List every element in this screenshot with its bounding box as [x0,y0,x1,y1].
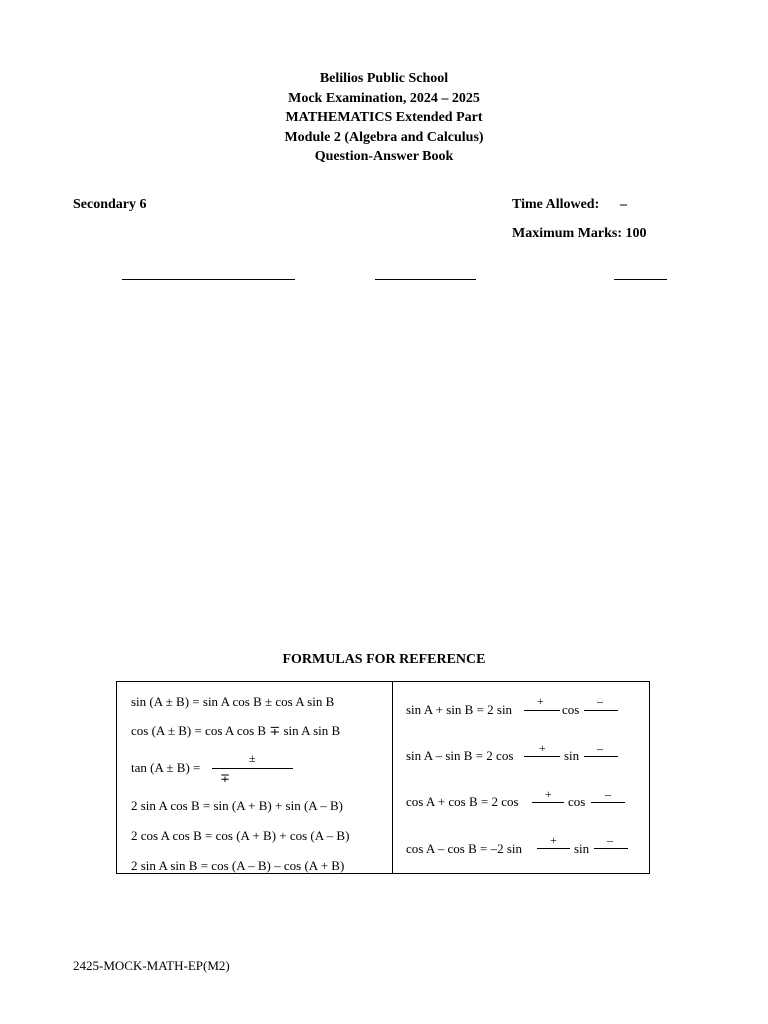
table-divider [392,682,393,873]
sum-plus-sign: + [550,833,557,847]
tan-numerator: ± [249,751,256,765]
sum-plus-sign: + [545,787,552,801]
book-title: Question-Answer Book [314,149,454,164]
exam-title: Mock Examination, 2024 – 2025 [288,90,480,106]
reference-title: FORMULAS FOR REFERENCE [282,652,486,667]
formula-mid-func: sin [574,841,590,856]
formula-sin-sum: sin (A ± B) = sin A cos B ± cos A sin B [131,694,335,709]
formula-table [116,681,650,874]
fraction-bar [584,710,618,711]
formula-sin-plus-sin: sin A + sin B = 2 sin [406,702,513,717]
module-title: Module 2 (Algebra and Calculus) [284,129,484,145]
formula-mid-func: cos [562,702,580,717]
class-label: Secondary 6 [73,197,147,212]
paper-code: 2425-MOCK-MATH-EP(M2) [73,958,230,973]
fraction-bar [524,756,560,757]
fraction-bar [524,710,560,711]
formula-cos-sum: cos (A ± B) = cos A cos B ∓ sin A sin B [131,723,341,738]
formula-tan-sum: tan (A ± B) = [131,760,201,775]
subject-title: MATHEMATICS Extended Part [285,110,483,125]
formula-2sin-sin: 2 sin A sin B = cos (A – B) – cos (A + B) [131,858,345,873]
formula-2cos-cos: 2 cos A cos B = cos (A + B) + cos (A – B) [131,828,350,843]
tan-fraction-bar [212,768,293,769]
school-name: Belilios Public School [319,71,449,86]
formula-mid-func: sin [564,748,580,763]
number-blank-line[interactable] [614,279,667,280]
formula-2sin-cos: 2 sin A cos B = sin (A + B) + sin (A – B) [131,798,343,813]
formula-cos-plus-cos: cos A + cos B = 2 cos [406,794,519,809]
sum-plus-sign: + [539,741,546,755]
fraction-bar [591,802,625,803]
max-marks-label: Maximum Marks: 100 [512,226,647,241]
sum-minus-sign: – [597,741,603,755]
sum-plus-sign: + [537,694,544,708]
sum-minus-sign: – [605,787,611,801]
time-allowed-label: Time Allowed: [512,197,600,212]
exam-header [0,69,768,167]
fraction-bar [537,848,570,849]
tan-denominator: ∓ [220,771,231,785]
sum-minus-sign: – [607,833,613,847]
formula-sin-minus-sin: sin A – sin B = 2 cos [406,748,514,763]
formula-cos-minus-cos: cos A – cos B = –2 sin [406,841,523,856]
time-allowed-value: – [620,197,627,212]
fraction-bar [594,848,628,849]
class-blank-line[interactable] [375,279,476,280]
name-blank-line[interactable] [122,279,295,280]
sum-minus-sign: – [597,694,603,708]
formula-mid-func: cos [568,794,586,809]
fraction-bar [584,756,618,757]
fraction-bar [532,802,564,803]
